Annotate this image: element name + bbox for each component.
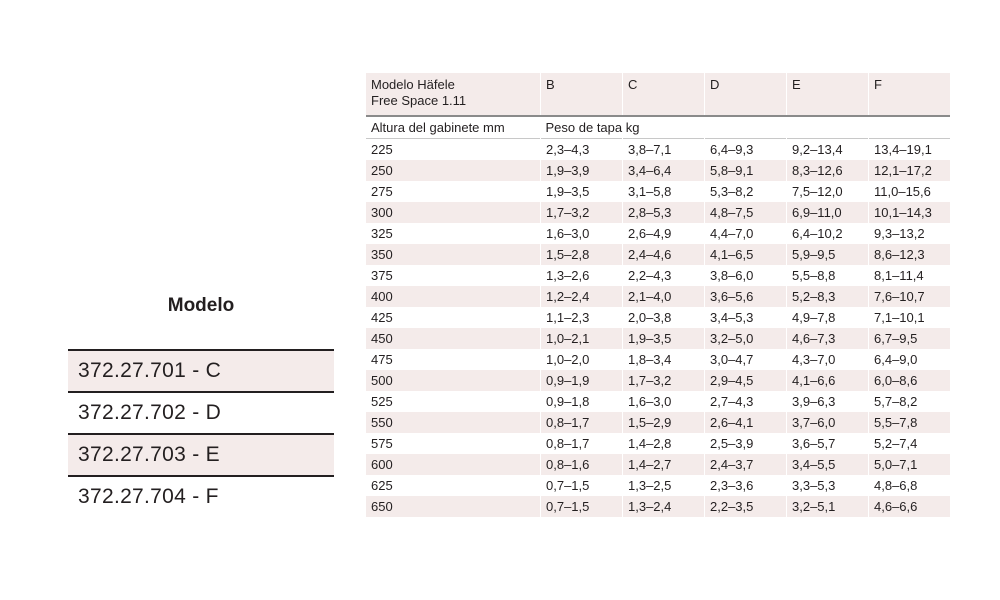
lid-weight-cell: 1,3–2,5 <box>623 475 705 496</box>
lid-weight-cell: 4,3–7,0 <box>787 349 869 370</box>
lid-weight-cell: 3,0–4,7 <box>705 349 787 370</box>
lid-weight-cell: 1,3–2,4 <box>623 496 705 517</box>
lid-weight-cell: 3,4–5,5 <box>787 454 869 475</box>
lid-weight-cell: 6,9–11,0 <box>787 202 869 223</box>
lid-weight-cell: 12,1–17,2 <box>869 160 951 181</box>
lid-weight-cell: 2,6–4,1 <box>705 412 787 433</box>
lid-weight-cell: 2,9–4,5 <box>705 370 787 391</box>
lid-weight-cell: 2,3–4,3 <box>541 139 623 161</box>
lid-weight-cell: 3,1–5,8 <box>623 181 705 202</box>
header-model-line2: Free Space 1.11 <box>371 93 467 108</box>
lid-weight-cell: 3,3–5,3 <box>787 475 869 496</box>
lid-weight-cell: 2,5–3,9 <box>705 433 787 454</box>
spec-header-row <box>366 73 950 116</box>
lid-weight-cell: 2,4–3,7 <box>705 454 787 475</box>
lid-weight-cell: 1,2–2,4 <box>541 286 623 307</box>
cabinet-height-cell: 550 <box>366 412 541 433</box>
lid-weight-cell: 5,3–8,2 <box>705 181 787 202</box>
header-col-e: E <box>787 73 869 116</box>
cabinet-height-cell: 650 <box>366 496 541 517</box>
table-row <box>366 244 950 265</box>
lid-weight-cell: 3,8–7,1 <box>623 139 705 161</box>
lid-weight-cell: 1,7–3,2 <box>623 370 705 391</box>
lid-weight-cell: 3,9–6,3 <box>787 391 869 412</box>
table-row <box>366 223 950 244</box>
lid-weight-cell: 1,6–3,0 <box>623 391 705 412</box>
table-row <box>366 496 950 517</box>
table-row <box>366 202 950 223</box>
lid-weight-cell: 3,6–5,7 <box>787 433 869 454</box>
lid-weight-cell: 3,2–5,0 <box>705 328 787 349</box>
lid-weight-cell: 1,0–2,0 <box>541 349 623 370</box>
lid-weight-cell: 8,3–12,6 <box>787 160 869 181</box>
cabinet-height-cell: 475 <box>366 349 541 370</box>
lid-weight-cell: 4,4–7,0 <box>705 223 787 244</box>
cabinet-height-cell: 325 <box>366 223 541 244</box>
cabinet-height-cell: 625 <box>366 475 541 496</box>
cabinet-height-cell: 250 <box>366 160 541 181</box>
lid-weight-cell: 1,4–2,7 <box>623 454 705 475</box>
lid-weight-cell: 5,5–8,8 <box>787 265 869 286</box>
lid-weight-cell: 2,8–5,3 <box>623 202 705 223</box>
table-row <box>366 349 950 370</box>
lid-weight-cell: 1,3–2,6 <box>541 265 623 286</box>
subheader-weight-label: Peso de tapa kg <box>541 116 951 139</box>
lid-weight-cell: 9,3–13,2 <box>869 223 951 244</box>
lid-weight-cell: 1,5–2,8 <box>541 244 623 265</box>
model-list-title: Modelo <box>167 295 235 316</box>
header-col-d: D <box>705 73 787 116</box>
lid-weight-cell: 0,8–1,6 <box>541 454 623 475</box>
spec-subheader-row <box>366 116 950 139</box>
lid-weight-cell: 3,6–5,6 <box>705 286 787 307</box>
lid-weight-cell: 4,6–7,3 <box>787 328 869 349</box>
table-row <box>366 139 950 161</box>
lid-weight-cell: 5,7–8,2 <box>869 391 951 412</box>
table-row <box>366 433 950 454</box>
lid-weight-cell: 11,0–15,6 <box>869 181 951 202</box>
cabinet-height-cell: 425 <box>366 307 541 328</box>
table-row <box>366 160 950 181</box>
lid-weight-cell: 3,4–6,4 <box>623 160 705 181</box>
lid-weight-cell: 4,6–6,6 <box>869 496 951 517</box>
cabinet-height-cell: 350 <box>366 244 541 265</box>
lid-weight-cell: 6,4–9,3 <box>705 139 787 161</box>
spec-table <box>366 73 932 517</box>
table-row <box>366 328 950 349</box>
model-list-item: 372.27.702 - D <box>68 391 334 433</box>
lid-weight-cell: 7,1–10,1 <box>869 307 951 328</box>
cabinet-height-cell: 575 <box>366 433 541 454</box>
header-col-c: C <box>623 73 705 116</box>
table-row <box>366 454 950 475</box>
lid-weight-cell: 5,0–7,1 <box>869 454 951 475</box>
lid-weight-cell: 2,3–3,6 <box>705 475 787 496</box>
lid-weight-cell: 5,5–7,8 <box>869 412 951 433</box>
lid-weight-cell: 0,9–1,8 <box>541 391 623 412</box>
lid-weight-cell: 6,0–8,6 <box>869 370 951 391</box>
lid-weight-cell: 9,2–13,4 <box>787 139 869 161</box>
header-col-f: F <box>869 73 951 116</box>
table-row <box>366 370 950 391</box>
lid-weight-cell: 5,2–7,4 <box>869 433 951 454</box>
lid-weight-cell: 1,1–2,3 <box>541 307 623 328</box>
cabinet-height-cell: 525 <box>366 391 541 412</box>
table-row <box>366 412 950 433</box>
cabinet-height-cell: 300 <box>366 202 541 223</box>
table-row <box>366 391 950 412</box>
cabinet-height-cell: 400 <box>366 286 541 307</box>
lid-weight-cell: 8,6–12,3 <box>869 244 951 265</box>
lid-weight-cell: 13,4–19,1 <box>869 139 951 161</box>
lid-weight-cell: 7,5–12,0 <box>787 181 869 202</box>
lid-weight-cell: 6,4–9,0 <box>869 349 951 370</box>
lid-weight-cell: 0,8–1,7 <box>541 433 623 454</box>
cabinet-height-cell: 500 <box>366 370 541 391</box>
lid-weight-cell: 2,6–4,9 <box>623 223 705 244</box>
lid-weight-cell: 1,0–2,1 <box>541 328 623 349</box>
cabinet-height-cell: 225 <box>366 139 541 161</box>
cabinet-height-cell: 375 <box>366 265 541 286</box>
lid-weight-cell: 1,8–3,4 <box>623 349 705 370</box>
lid-weight-cell: 0,9–1,9 <box>541 370 623 391</box>
lid-weight-cell: 1,4–2,8 <box>623 433 705 454</box>
lid-weight-cell: 1,5–2,9 <box>623 412 705 433</box>
lid-weight-cell: 4,9–7,8 <box>787 307 869 328</box>
lid-weight-cell: 10,1–14,3 <box>869 202 951 223</box>
lid-weight-cell: 1,6–3,0 <box>541 223 623 244</box>
lid-weight-cell: 7,6–10,7 <box>869 286 951 307</box>
lid-weight-cell: 2,7–4,3 <box>705 391 787 412</box>
table-row <box>366 286 950 307</box>
lid-weight-cell: 4,8–7,5 <box>705 202 787 223</box>
lid-weight-cell: 5,2–8,3 <box>787 286 869 307</box>
model-list-item: 372.27.704 - F <box>68 475 334 517</box>
lid-weight-cell: 2,2–4,3 <box>623 265 705 286</box>
lid-weight-cell: 4,1–6,5 <box>705 244 787 265</box>
lid-weight-cell: 3,7–6,0 <box>787 412 869 433</box>
lid-weight-cell: 0,8–1,7 <box>541 412 623 433</box>
lid-weight-cell: 1,7–3,2 <box>541 202 623 223</box>
lid-weight-cell: 5,9–9,5 <box>787 244 869 265</box>
table-row <box>366 307 950 328</box>
lid-weight-cell: 4,8–6,8 <box>869 475 951 496</box>
lid-weight-cell: 5,8–9,1 <box>705 160 787 181</box>
lid-weight-cell: 3,8–6,0 <box>705 265 787 286</box>
subheader-height-label: Altura del gabinete mm <box>366 116 541 139</box>
lid-weight-cell: 6,7–9,5 <box>869 328 951 349</box>
lid-weight-cell: 2,1–4,0 <box>623 286 705 307</box>
lid-weight-cell: 1,9–3,5 <box>541 181 623 202</box>
lid-weight-cell: 2,0–3,8 <box>623 307 705 328</box>
model-list-item: 372.27.701 - C <box>68 349 334 391</box>
table-row <box>366 475 950 496</box>
cabinet-height-cell: 275 <box>366 181 541 202</box>
lid-weight-cell: 2,4–4,6 <box>623 244 705 265</box>
header-model-cell <box>366 73 541 116</box>
lid-weight-cell: 0,7–1,5 <box>541 475 623 496</box>
lid-weight-cell: 3,4–5,3 <box>705 307 787 328</box>
model-list <box>68 349 334 517</box>
cabinet-height-cell: 450 <box>366 328 541 349</box>
lid-weight-cell: 3,2–5,1 <box>787 496 869 517</box>
lid-weight-cell: 1,9–3,5 <box>623 328 705 349</box>
cabinet-height-cell: 600 <box>366 454 541 475</box>
header-model-line1: Modelo Häfele <box>371 77 455 92</box>
table-row <box>366 265 950 286</box>
header-col-b: B <box>541 73 623 116</box>
lid-weight-cell: 6,4–10,2 <box>787 223 869 244</box>
lid-weight-cell: 2,2–3,5 <box>705 496 787 517</box>
table-row <box>366 181 950 202</box>
lid-weight-cell: 1,9–3,9 <box>541 160 623 181</box>
lid-weight-cell: 4,1–6,6 <box>787 370 869 391</box>
lid-weight-cell: 0,7–1,5 <box>541 496 623 517</box>
model-list-item: 372.27.703 - E <box>68 433 334 475</box>
lid-weight-cell: 8,1–11,4 <box>869 265 951 286</box>
